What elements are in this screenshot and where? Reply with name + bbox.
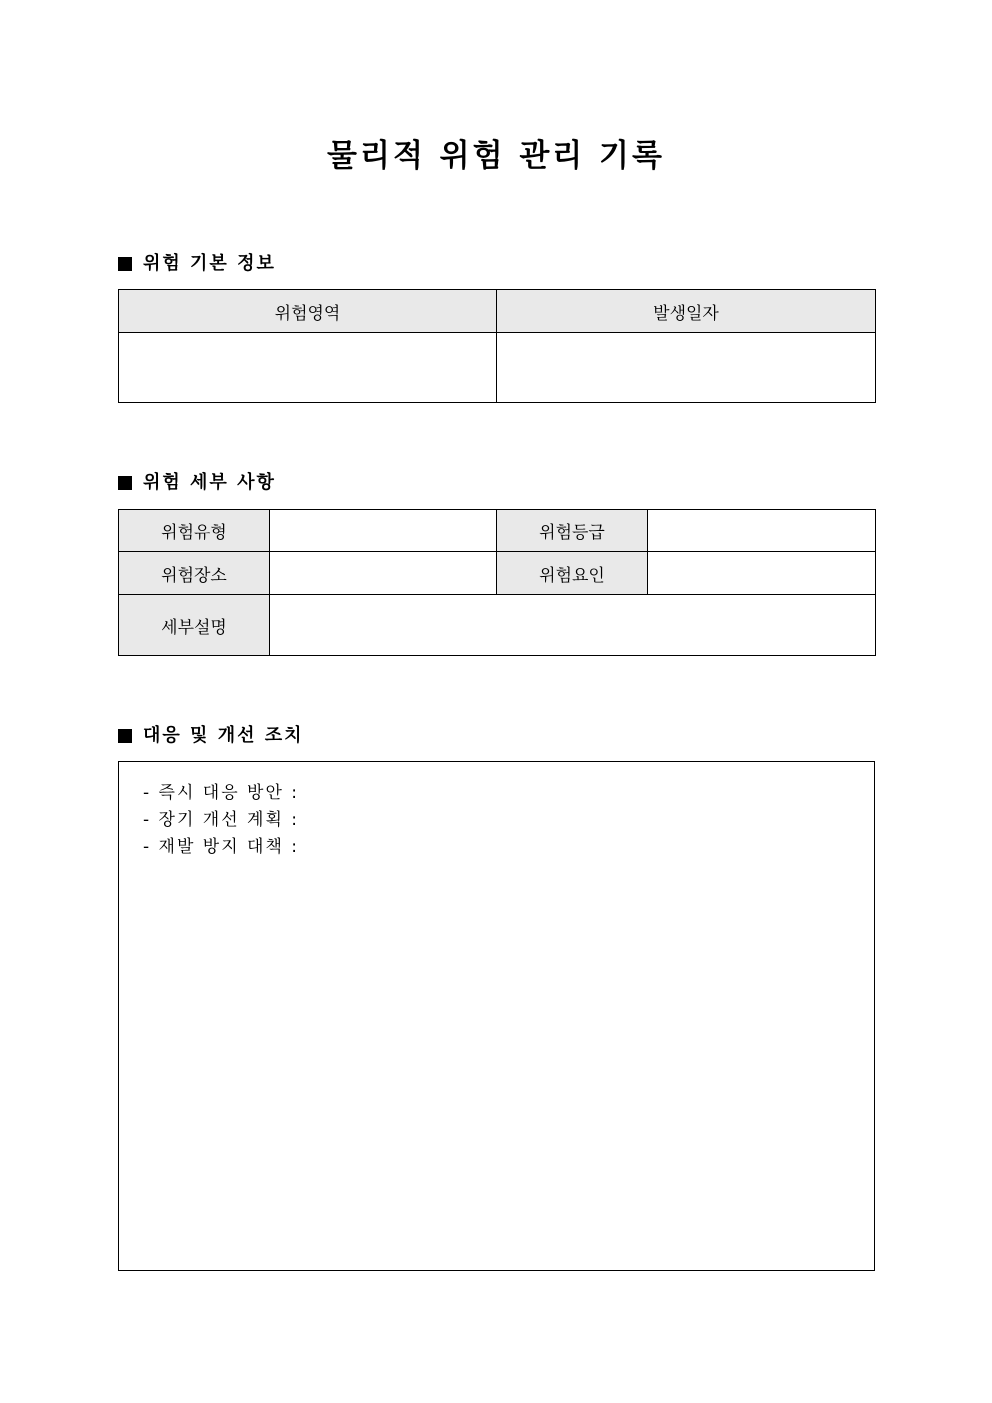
risk-area-label: 위험영역 [119, 290, 497, 333]
risk-grade-field[interactable] [648, 510, 876, 552]
risk-area-field[interactable] [119, 333, 497, 403]
section-heading-label: 위험 세부 사항 [143, 472, 276, 493]
description-label: 세부설명 [119, 595, 270, 656]
section-heading-basic [118, 252, 276, 276]
risk-location-field[interactable] [270, 552, 497, 595]
risk-grade-label: 위험등급 [497, 510, 648, 552]
occurrence-date-field[interactable] [497, 333, 876, 403]
occurrence-date-label: 발생일자 [497, 290, 876, 333]
description-field[interactable] [270, 595, 876, 656]
page-title: 물리적 위험 관리 기록 [327, 138, 665, 174]
risk-factor-field[interactable] [648, 552, 876, 595]
section-heading-detail [118, 471, 276, 495]
risk-detail-table [118, 509, 876, 656]
square-bullet-icon [118, 476, 132, 490]
list-item: - 장기 개선 계획 : [143, 810, 300, 830]
basic-info-table [118, 289, 876, 403]
square-bullet-icon [118, 257, 132, 271]
risk-location-label: 위험장소 [119, 552, 270, 595]
risk-type-field[interactable] [270, 510, 497, 552]
risk-type-label: 위험유형 [119, 510, 270, 552]
risk-factor-label: 위험요인 [497, 552, 648, 595]
action-plan-list [143, 780, 299, 861]
square-bullet-icon [118, 729, 132, 743]
section-heading-label: 위험 기본 정보 [143, 253, 276, 274]
section-heading-action [118, 724, 304, 748]
section-heading-label: 대응 및 개선 조치 [143, 725, 304, 746]
list-item: - 재발 방지 대책 : [143, 837, 300, 857]
list-item: - 즉시 대응 방안 : [143, 783, 300, 803]
action-plan-box[interactable] [118, 761, 875, 1271]
